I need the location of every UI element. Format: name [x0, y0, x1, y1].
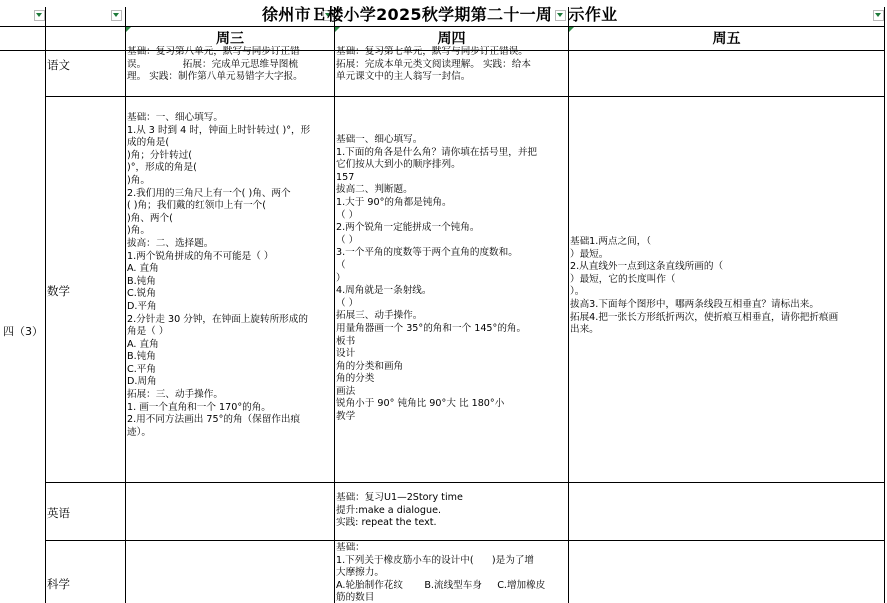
header-day-fri[interactable]: 周五	[712, 31, 741, 47]
filter-dropdown-icon[interactable]	[34, 10, 45, 21]
cell-chinese-thu[interactable]: 基础：复习第七单元，默写与同步订正错误。 拓展：完成本单元类文阅读理解。 实践：给本 单元课文中的主人翁写一封信。	[336, 46, 531, 83]
sheet-title[interactable]: 徐州市Ｅ楼小学2025秋学期第二十一周 示作业	[262, 5, 618, 24]
cell-math-thu[interactable]: 基础一、细心填写。 1.下面的角各是什么角？请你填在括号里，并把 它们按从大到小的顺序排列。 157 拔高二、判断题。 1.大于 90°的角都是钝角。 （ ） 2.两个锐角一定能拼成一个钝角。 （ ） 3.一个平角的度数等于两个直角的度数和。 （ ） 4.周角就是一条射线。 （ ） 拓展三、动手操作。 用量角器画一个 35°的角和一个 145°的角。 板书 设计 角的分类和画角 角的分类 画法 锐角小于 90° 钝角比 90°大 比 180°小 教学	[336, 134, 538, 423]
cell-science-thu[interactable]: 基础： 1.下列关于橡皮筋小车的设计中( )是为了增 大摩擦力。 A.轮胎制作花纹 B.流线型车身 C.增加橡皮 筋的数目	[336, 542, 546, 603]
class-label[interactable]: 四（3）	[3, 325, 43, 338]
subject-label-english[interactable]: 英语	[47, 506, 70, 520]
subject-label-math[interactable]: 数学	[47, 284, 70, 298]
filter-dropdown-icon[interactable]	[111, 10, 122, 21]
cell-chinese-wed[interactable]: 基础：复习第八单元，默写与同步订正错 误。 拓展：完成单元思维导图梳 理。 实践：制作第八单元易错字大字报。	[127, 46, 303, 83]
cell-math-wed[interactable]: 基础：一、细心填写。 1.从 3 时到 4 时，钟面上时针转过( )°，形 成的角是( )角；分针转过( )°，形成的角是( )角。 2.我们用的三角尺上有一个( )角、两个 ( )角；我们戴的红领巾上有一个( )角、两个( )角。 拔高：二、选择题。 1.两个锐角拼成的角不可能是（ ） A. 直角 B.钝角 C.锐角 D.平角 2.分针走 30 分钟，在钟面上旋转所形成的 角是（ ） A. 直角 B.钝角 C.平角 D.周角 拓展：三、动手操作。 1. 画一个直角和一个 170°的角。 2.用不同方法画出 75°的角（保留作出痕 迹）。	[127, 112, 311, 438]
cell-english-thu[interactable]: 基础：复习U1—2Story time 提升:make a dialogue. 实践: repeat the text.	[336, 492, 463, 529]
cell-english-wed[interactable]	[127, 484, 333, 539]
subject-label-chinese[interactable]: 语文	[47, 58, 70, 72]
header-day-wed[interactable]: 周三	[216, 31, 244, 47]
filter-dropdown-icon[interactable]	[873, 10, 884, 21]
cell-chinese-fri[interactable]	[570, 52, 883, 95]
grid-line	[45, 540, 885, 541]
grid-line	[0, 26, 885, 27]
grid-line	[45, 482, 885, 483]
header-day-thu[interactable]: 周四	[437, 31, 466, 47]
cell-english-fri[interactable]	[570, 484, 883, 539]
subject-label-science[interactable]: 科学	[47, 577, 70, 591]
cell-math-fri[interactable]: 基础1.两点之间，（ ）最短。 2.从直线外一点到这条直线所画的（ ）最短，它的长度叫作（ ）。 拔高3.下面每个图形中，哪两条线段互相垂直？请标出来。 拓展4.把一张长方形纸折两次，使折痕互相垂直，请你把折痕画 出来。	[570, 236, 839, 336]
cell-science-wed[interactable]	[127, 542, 333, 603]
cell-science-fri[interactable]	[570, 542, 883, 603]
grid-line	[45, 96, 885, 97]
